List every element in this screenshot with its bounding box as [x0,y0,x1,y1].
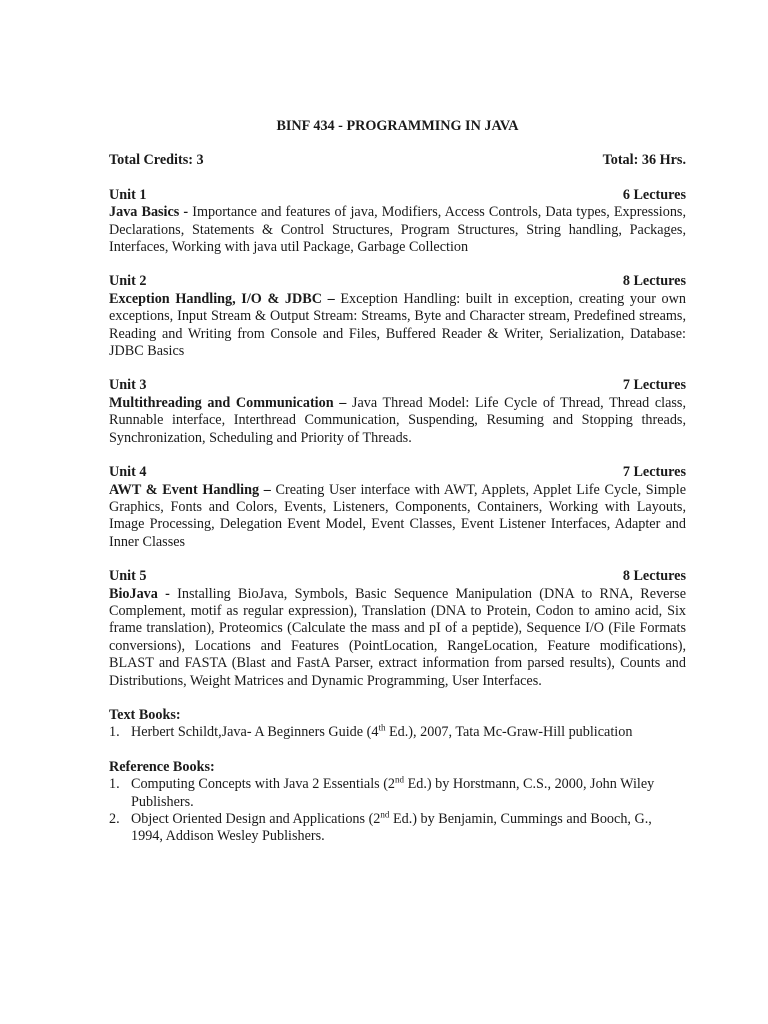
unit-lectures: 6 Lectures [622,186,686,203]
unit-heading: BioJava - [109,585,170,602]
book-title-post: Ed.) by Benjamin, Cummings and Booch, G., 1994, Addison Wesley Publishers. [131,811,652,845]
unit-label: Unit 5 [109,568,147,585]
text-books-list [109,724,686,741]
unit-heading: Multithreading and Communication – [109,394,347,411]
list-item [109,776,686,811]
edition-superscript: nd [395,774,405,785]
unit-heading: AWT & Event Handling – [109,481,271,498]
total-hours: Total: 36 Hrs. [602,152,686,169]
unit-lectures: 7 Lectures [622,377,686,394]
reference-books-section [109,759,686,846]
syllabus-page [109,118,686,863]
reference-books-list [109,776,686,846]
unit-header [109,377,686,394]
unit-label: Unit 2 [109,273,147,290]
unit-block [109,273,686,360]
list-item [109,811,686,846]
unit-block [109,464,686,551]
unit-lectures: 8 Lectures [622,273,686,290]
book-title-pre: Object Oriented Design and Applications (2 [131,811,381,827]
unit-label: Unit 1 [109,186,147,203]
list-number: 1. [109,776,120,793]
book-title-pre: Herbert Schildt,Java- A Beginners Guide (4 [131,724,379,741]
page-title: BINF 434 - PROGRAMMING IN JAVA [276,118,519,134]
unit-block [109,377,686,447]
unit-block [109,187,686,257]
unit-header [109,464,686,481]
credits-row [109,152,686,169]
unit-header [109,187,686,204]
unit-description [109,586,686,690]
unit-description [109,395,686,447]
text-books-section [109,707,686,742]
text-books-heading: Text Books: [109,706,181,723]
unit-header [109,568,686,585]
book-title-post: Ed.), 2007, Tata Mc-Graw-Hill publication [385,724,633,741]
unit-label: Unit 4 [109,464,147,481]
list-number: 1. [109,724,120,741]
unit-header [109,273,686,290]
book-title-post: Ed.) by Horstmann, C.S., 2000, John Wiley Publishers. [131,776,655,810]
book-title-pre: Computing Concepts with Java 2 Essentials (2 [131,776,396,793]
list-item [109,724,686,741]
unit-text: Java Thread Model: Life Cycle of Thread, Thread class, Runnable interface, Interthread Communication, Suspending, Resuming and Stopping threads, Synchronization, Scheduling and Priority of Threads. [109,394,686,446]
unit-label: Unit 3 [109,377,147,394]
unit-heading: Java Basics - [109,204,189,221]
unit-text: Creating User interface with AWT, Applets, Applet Life Cycle, Simple Graphics, Fonts and Colors, Events, Listeners, Components, Containers, Working with Layouts, Image Processing, Delegation Event Model, Event Classes, Event Listener Interfaces, Adapter and Inner Classes [109,481,686,550]
unit-description [109,482,686,552]
edition-superscript: th [378,722,386,733]
total-credits: Total Credits: 3 [109,152,204,169]
unit-description [109,291,686,361]
unit-heading: Exception Handling, I/O & JDBC – [109,290,335,307]
edition-superscript: nd [380,809,390,820]
unit-text: Installing BioJava, Symbols, Basic Sequence Manipulation (DNA to RNA, Reverse Complement, motif as regular expression), Translation (DNA to Protein, Codon to amino acid, Six frame translation), Proteomics (Calculate the mass and pI of a peptide), Sequence I/O (File Formats conversions), Locations and Features (PointLocation, RangeLocation, Feature modifications), BLAST and FASTA (Blast and FastA Parser, extract information from parsed results), Counts and Distributions, Weight Matrices and Dynamic Programming, User Interfaces. [109,585,686,689]
unit-block [109,568,686,690]
unit-description [109,204,686,256]
unit-text: Exception Handling: built in exception, creating your own exceptions, Input Stream & Output Stream: Streams, Byte and Character stream, Predefined streams, Reading and Writing from Console and Files, Buffered Reader & Writer, Serialization, Database: JDBC Basics [109,290,686,360]
unit-text: Importance and features of java, Modifiers, Access Controls, Data types, Expressions, Declarations, Statements & Control Structures, Program Structures, String handling, Packages, Interfaces, Working with java util Package, Garbage Collection [109,204,687,256]
unit-lectures: 7 Lectures [622,464,686,481]
reference-books-heading: Reference Books: [109,758,215,775]
list-number: 2. [109,811,120,827]
unit-lectures: 8 Lectures [622,568,686,585]
